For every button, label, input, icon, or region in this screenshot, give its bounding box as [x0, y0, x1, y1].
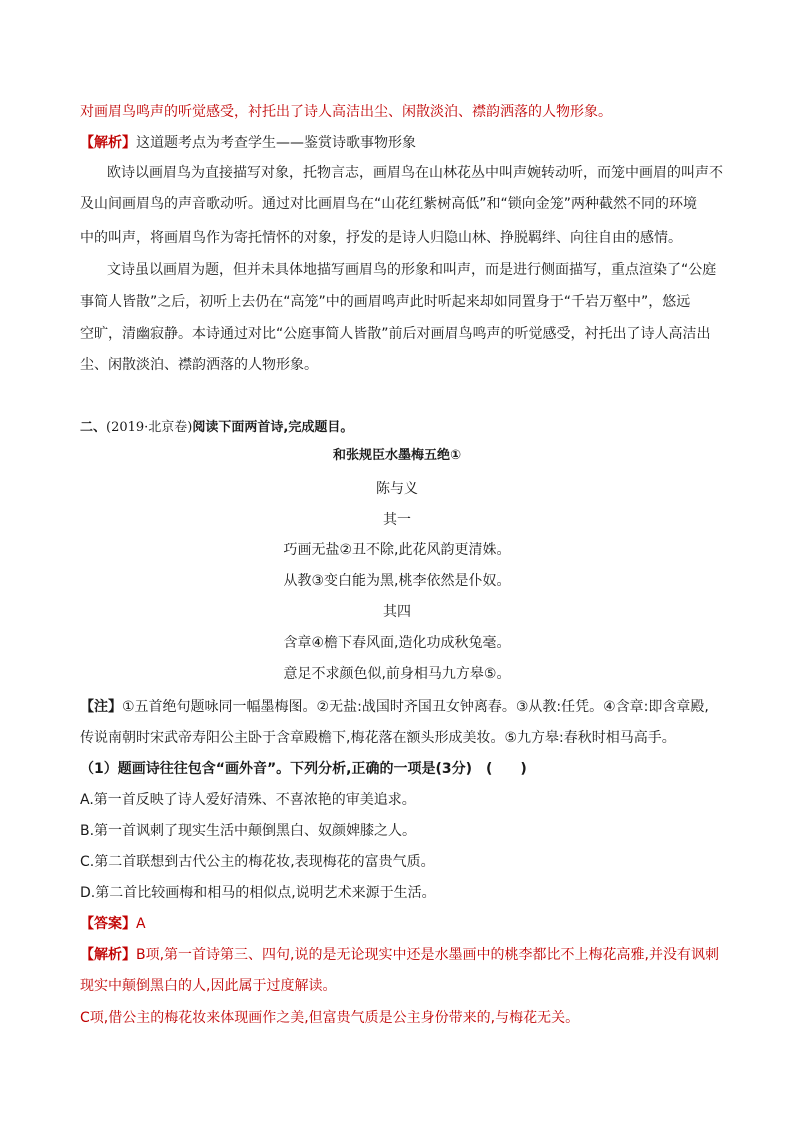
- option-b: B.第一首讽刺了现实生活中颠倒黑白、奴颜婢膝之人。: [80, 823, 417, 839]
- analysis-paragraph-2-line: 空旷，清幽寂静。本诗通过对比“公庭事简人皆散”前后对画眉鸟鸣声的听觉感受，衬托出了诗人高洁出: [80, 326, 711, 342]
- option-c: C.第二首联想到古代公主的梅花妆,表现梅花的富贵气质。: [80, 854, 435, 870]
- note-tag: 【注】: [80, 699, 122, 715]
- section-number: 二、: [80, 420, 107, 435]
- poet-name: 陈与义: [376, 481, 418, 497]
- section-2-heading: [80, 418, 714, 438]
- analysis-line: 现实中颠倒黑白的人,因此属于过度解读。: [80, 978, 337, 994]
- note-line: 传说南朝时宋武帝寿阳公主卧于含章殿檐下,梅花落在额头形成美妆。⑤九方皋:春秋时相马高手。: [80, 730, 676, 746]
- poem-part-label: 其四: [383, 604, 411, 620]
- poem-line: 从教③变白能为黑,桃李依然是仆奴。: [283, 573, 511, 589]
- analysis-heading: [80, 133, 714, 153]
- poem-title: 和张规臣水墨梅五绝①: [332, 448, 461, 463]
- analysis-text: B项,第一首诗第三、四句,说的是无论现实中还是水墨画中的桃李都比不上梅花高雅,并没有讽刺: [136, 947, 719, 963]
- analysis-paragraph-1-line: 中的叫声，将画眉鸟作为寄托情怀的对象，抒发的是诗人归隐山林、挣脱羁绊、向往自由的感情。: [80, 230, 682, 246]
- section-instruction: 阅读下面两首诗,完成题目。: [192, 420, 354, 435]
- poem-line: 巧画无盐②丑不除,此花风韵更清姝。: [283, 542, 511, 558]
- analysis-tag: 【解析】: [80, 947, 136, 963]
- note-line: [80, 697, 714, 717]
- analysis-tag: 【解析】: [80, 135, 136, 151]
- answer-tag: 【答案】: [80, 916, 136, 932]
- analysis-paragraph-1-line: 欧诗以画眉鸟为直接描写对象，托物言志，画眉鸟在山林花丛中叫声婉转动听，而笼中画眉的叫声不: [107, 165, 723, 181]
- analysis-paragraph-1-line: 及山间画眉鸟的声音歌动听。通过对比画眉鸟在“山花红紫树高低”和“锁向金笼”两种截然不同的环境: [80, 196, 698, 212]
- poem-line: 意足不求颜色似,前身相马九方皋⑤。: [283, 666, 511, 682]
- analysis-heading-text: 这道题考点为考查学生——鉴赏诗歌事物形象: [136, 135, 416, 151]
- source-label: (2019·北京卷): [106, 420, 193, 435]
- question-stem: （1）题画诗往往包含“画外音”。下列分析,正确的一项是(3分) ( ): [80, 761, 527, 777]
- poem-line: 含章④檐下春风面,造化功成秋兔毫。: [283, 635, 511, 651]
- poem-part-label: 其一: [383, 512, 411, 528]
- analysis-line: [80, 945, 719, 965]
- option-a: A.第一首反映了诗人爱好清殊、不喜浓艳的审美追求。: [80, 792, 416, 808]
- analysis-paragraph-2-line: 事简人皆散”之后，初听上去仍在“高笼”中的画眉鸣声此时听起来却如同置身于“千岩万壑中”，悠远: [80, 294, 691, 310]
- analysis-paragraph-2-line: 尘、闲散淡泊、襟韵洒落的人物形象。: [80, 357, 318, 373]
- option-d: D.第二首比较画梅和相马的相似点,说明艺术来源于生活。: [80, 885, 436, 901]
- continued-answer-line: 对画眉鸟鸣声的听觉感受，衬托出了诗人高洁出尘、闲散淡泊、襟韵洒落的人物形象。: [80, 104, 612, 120]
- analysis-line: C项,借公主的梅花妆来体现画作之美,但富贵气质是公主身份带来的,与梅花无关。: [80, 1010, 580, 1026]
- answer-value: A: [136, 916, 146, 932]
- answer-line: [80, 914, 714, 934]
- note-text: ①五首绝句题咏同一幅墨梅图。②无盐:战国时齐国丑女钟离春。③从教:任凭。④含章:即含章殿,: [122, 699, 709, 715]
- analysis-paragraph-2-line: 文诗虽以画眉为题，但并未具体地描写画眉鸟的形象和叫声，而是进行侧面描写，重点渲染了“公庭: [107, 262, 717, 278]
